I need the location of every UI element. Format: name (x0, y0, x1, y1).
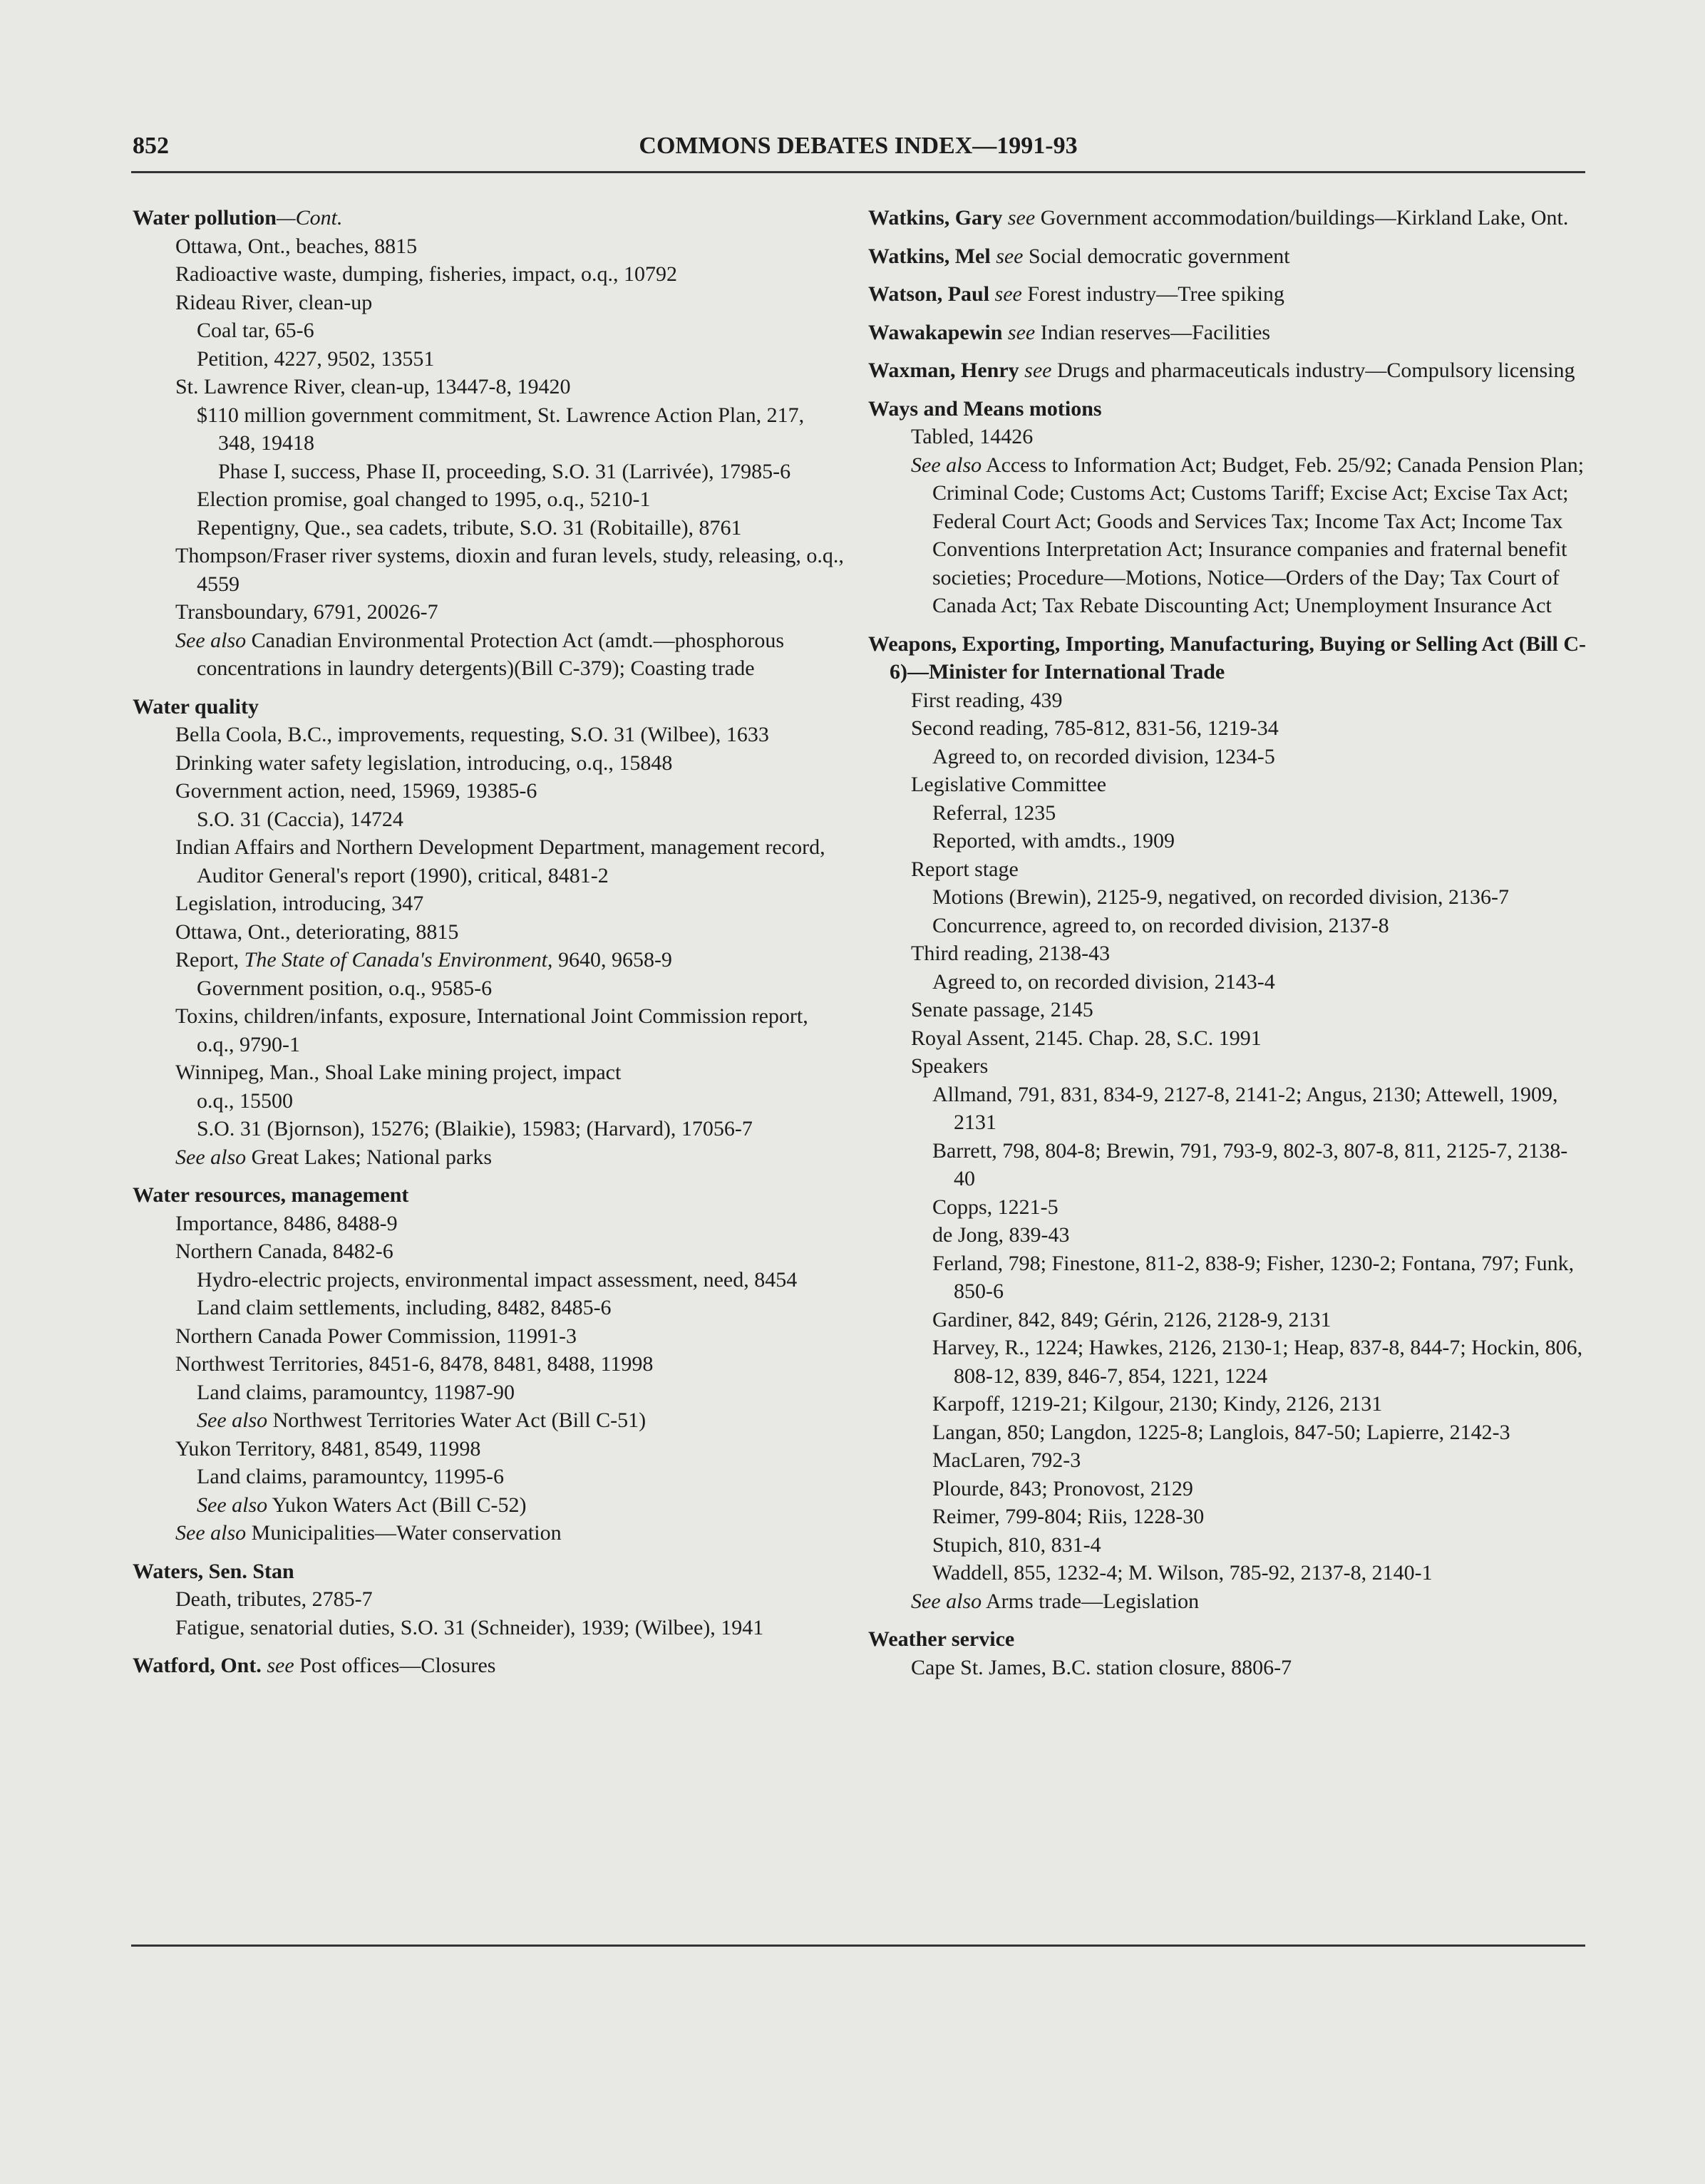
entry-heading (133, 1181, 845, 1210)
subentry-text: Coal tar, 65-6 (197, 319, 314, 342)
heading-term: Waxman, Henry (868, 359, 1019, 382)
running-title: COMMONS DEBATES INDEX—1991-93 (639, 133, 1078, 159)
see-also-label: See also (911, 1589, 982, 1613)
subentry-text: Legislation, introducing, 347 (175, 892, 424, 915)
subentry (133, 1463, 845, 1491)
cross-reference-target: Forest industry—Tree spiking (1021, 282, 1284, 306)
heading-continued: —Cont. (276, 206, 343, 230)
subentry-text: Karpoff, 1219-21; Kilgour, 2130; Kindy, 2126, 2131 (932, 1392, 1383, 1416)
subentry-text: Stupich, 810, 831-4 (932, 1533, 1101, 1557)
subentry (133, 1406, 845, 1435)
subentry-text: Yukon Territory, 8481, 8549, 11998 (175, 1436, 481, 1461)
subentry-text: Gardiner, 842, 849; Gérin, 2126, 2128-9, 2131 (932, 1307, 1331, 1331)
subentry (133, 232, 845, 261)
subentry (133, 946, 845, 974)
subentry (133, 1519, 845, 1547)
subentry (133, 542, 845, 598)
subentry-pages: 9640, 9658-9 (552, 948, 672, 972)
subentry (133, 1294, 845, 1322)
see-also-label: See also (911, 453, 982, 477)
subentry (133, 805, 845, 834)
subentry-text: Rideau River, clean-up (175, 290, 373, 314)
index-entry (133, 693, 845, 1172)
entry-heading (133, 693, 845, 721)
subentry-text: Northern Canada Power Commission, 11991-3 (175, 1324, 577, 1348)
see-reference: see (1002, 206, 1036, 230)
subentry (868, 1334, 1587, 1390)
subentry-text: Indian Affairs and Northern Development Department, management record, Auditor General's report (1990), critical, 8481-2 (175, 835, 825, 887)
see-also-label: See also (175, 1521, 247, 1545)
subentry-text: Canadian Environmental Protection Act (amdt.—phosphorous concentrations in laundry detergents)(Bill C-379); Coasting trade (197, 628, 785, 680)
index-entry (868, 630, 1587, 1616)
see-reference: see (1019, 359, 1052, 382)
subentry-text: S.O. 31 (Caccia), 14724 (197, 807, 403, 831)
subentry-text: Reimer, 799-804; Riis, 1228-30 (932, 1505, 1205, 1528)
subentry-text: Land claim settlements, including, 8482, 8485-6 (197, 1296, 612, 1319)
subentry-text: Radioactive waste, dumping, fisheries, impact, o.q., 10792 (175, 262, 678, 286)
subentry-text: Land claims, paramountcy, 11995-6 (197, 1465, 504, 1488)
subentry (133, 1379, 845, 1407)
entry-heading (133, 204, 845, 232)
index-entry (868, 242, 1587, 271)
entry-heading (868, 319, 1587, 347)
subentry (133, 1322, 845, 1351)
subentry-text: Municipalities—Water conservation (246, 1521, 562, 1545)
cross-reference-target: Government accommodation/buildings—Kirkland Lake, Ont. (1035, 206, 1569, 230)
entry-heading (868, 1625, 1587, 1654)
subentry-text: Great Lakes; National parks (246, 1145, 493, 1169)
subentry (868, 1531, 1587, 1560)
subentry (133, 1237, 845, 1266)
subentry (133, 598, 845, 627)
subentry (868, 1024, 1587, 1053)
subentry-text: Ferland, 798; Finestone, 811-2, 838-9; Fisher, 1230-2; Fontana, 797; Funk, 850-6 (932, 1251, 1575, 1303)
subentry-text: Thompson/Fraser river systems, dioxin and furan levels, study, releasing, o.q., 4559 (175, 544, 844, 596)
subentry (868, 968, 1587, 996)
subentry (133, 627, 845, 683)
subentry-text: Access to Information Act; Budget, Feb. 25/92; Canada Pension Plan; Criminal Code; Customs Act; Customs Tariff; Excise Act; Excise Tax Act; Federal Court Act; Goods and Services Tax; Income Tax Act; Income Tax Conventions Interpretation Act; Insurance companies and fraternal benefit societies; Procedure—Motions, Notice—Orders of the Day; Tax Court of Canada Act; Tax Rebate Discounting Act; Unemployment Insurance Act (932, 453, 1585, 617)
subentry-text: Speakers (911, 1054, 989, 1078)
subentry-text: MacLaren, 792-3 (932, 1448, 1081, 1472)
subentry (868, 799, 1587, 828)
index-entry (868, 356, 1587, 385)
subentry-text: Report stage (911, 857, 1019, 881)
subentry (133, 1614, 845, 1642)
index-entry (133, 1557, 845, 1642)
subentry (868, 1418, 1587, 1447)
subentry (133, 1491, 845, 1520)
subentry (868, 1559, 1587, 1587)
index-entry (868, 395, 1587, 620)
see-reference: see (1002, 320, 1036, 344)
subentry-text: Land claims, paramountcy, 11987-90 (197, 1380, 515, 1404)
subentry-text: Referral, 1235 (932, 800, 1056, 825)
subentry-text: Cape St. James, B.C. station closure, 8806-7 (911, 1655, 1292, 1679)
subentry-text: Waddell, 855, 1232-4; M. Wilson, 785-92, 2137-8, 2140-1 (932, 1561, 1433, 1585)
subentry-text: Fatigue, senatorial duties, S.O. 31 (Schneider), 1939; (Wilbee), 1941 (175, 1615, 764, 1639)
subentry (868, 1446, 1587, 1475)
subentry-text: Langan, 850; Langdon, 1225-8; Langlois, 847-50; Lapierre, 2142-3 (932, 1420, 1510, 1444)
heading-term: Weather service (868, 1627, 1015, 1651)
entry-heading (868, 280, 1587, 309)
subentry (133, 1350, 845, 1379)
cross-reference-target: Social democratic government (1023, 244, 1290, 268)
page-number: 852 (133, 133, 169, 159)
subentry-text: Senate passage, 2145 (911, 998, 1093, 1021)
subentry-text: Petition, 4227, 9502, 13551 (197, 346, 435, 371)
index-entry (868, 204, 1587, 232)
entry-heading (868, 204, 1587, 232)
heading-term: Weapons, Exporting, Importing, Manufacturing, Buying or Selling Act (Bill C-6)—Minister for International Trade (868, 632, 1587, 684)
header-rule (131, 171, 1585, 173)
subentry (133, 1087, 845, 1116)
subentry (868, 1390, 1587, 1418)
index-entry (133, 1652, 845, 1680)
subentry-text: Motions (Brewin), 2125-9, negatived, on recorded division, 2136-7 (932, 885, 1510, 909)
heading-term: Watson, Paul (868, 282, 990, 306)
subentry (133, 1058, 845, 1087)
subentry (868, 1306, 1587, 1334)
subentry (868, 939, 1587, 968)
heading-term: Watford, Ont. (133, 1654, 262, 1677)
index-entry (868, 280, 1587, 309)
subentry (133, 890, 845, 918)
subentry (133, 485, 845, 514)
subentry-text: Government action, need, 15969, 19385-6 (175, 779, 537, 803)
index-entry (133, 204, 845, 683)
subentry-text: Agreed to, on recorded division, 2143-4 (932, 969, 1275, 994)
subentry-text: $110 million government commitment, St. Lawrence Action Plan, 217, 348, 19418 (197, 403, 805, 455)
see-reference: see (261, 1654, 294, 1677)
subentry (133, 833, 845, 890)
subentry-text: Death, tributes, 2785-7 (175, 1587, 373, 1611)
subentry-text: Government position, o.q., 9585-6 (197, 976, 493, 1000)
subentry (133, 749, 845, 778)
subentry (868, 714, 1587, 743)
heading-term: Water resources, management (133, 1183, 409, 1207)
subentry (133, 1266, 845, 1294)
subentry (133, 1002, 845, 1058)
subentry-text: Plourde, 843; Pronovost, 2129 (932, 1476, 1193, 1500)
entry-heading (133, 1557, 845, 1586)
subentry (133, 260, 845, 289)
heading-term: Ways and Means motions (868, 396, 1102, 421)
entry-heading (868, 242, 1587, 271)
subentry (133, 401, 845, 458)
subentry-text: Phase I, success, Phase II, proceeding, S.O. 31 (Larrivée), 17985-6 (218, 459, 791, 483)
subentry (133, 974, 845, 1003)
subentry-text: Concurrence, agreed to, on recorded division, 2137-8 (932, 913, 1389, 937)
subentry-text: Election promise, goal changed to 1995, o.q., 5210-1 (197, 488, 651, 511)
subentry-text: Royal Assent, 2145. Chap. 28, S.C. 1991 (911, 1026, 1262, 1050)
subentry-text: Importance, 8486, 8488-9 (175, 1211, 398, 1235)
subentry-text: Barrett, 798, 804-8; Brewin, 791, 793-9, 802-3, 807-8, 811, 2125-7, 2138-40 (932, 1138, 1568, 1190)
subentry-text: Winnipeg, Man., Shoal Lake mining project, impact (175, 1061, 622, 1084)
subentry (868, 1137, 1587, 1193)
subentry (133, 1585, 845, 1614)
entry-heading (868, 395, 1587, 423)
heading-term: Wawakapewin (868, 320, 1003, 344)
cross-reference-target: Post offices—Closures (294, 1654, 496, 1677)
entry-heading (868, 630, 1587, 686)
publication-title: The State of Canada's Environment, (244, 948, 553, 972)
subentry (868, 1503, 1587, 1531)
subentry-text: Northwest Territories Water Act (Bill C-51) (267, 1408, 647, 1432)
subentry-text: First reading, 439 (911, 688, 1063, 712)
heading-term: Waters, Sen. Stan (133, 1559, 294, 1583)
subentry-text: S.O. 31 (Bjornson), 15276; (Blaikie), 15983; (Harvard), 17056-7 (197, 1117, 753, 1140)
subentry-text: de Jong, 839-43 (932, 1223, 1070, 1247)
subentry-text: Yukon Waters Act (Bill C-52) (267, 1493, 527, 1517)
subentry-text: Northwest Territories, 8451-6, 8478, 8481, 8488, 11998 (175, 1352, 654, 1376)
subentry-text: o.q., 15500 (197, 1088, 293, 1113)
subentry (868, 1250, 1587, 1306)
subentry-text: Tabled, 14426 (911, 425, 1034, 448)
left-column (133, 204, 845, 1690)
subentry (133, 1143, 845, 1172)
subentry-text: Toxins, children/infants, exposure, International Joint Commission report, o.q., 9790-1 (175, 1004, 808, 1056)
subentry-text: Ottawa, Ont., deteriorating, 8815 (175, 920, 459, 944)
subentry-text: Reported, with amdts., 1909 (932, 829, 1175, 853)
subentry (133, 1210, 845, 1238)
subentry-text: Ottawa, Ont., beaches, 8815 (175, 234, 418, 258)
subentry-text: Third reading, 2138-43 (911, 942, 1111, 965)
subentry (868, 771, 1587, 799)
heading-term: Watkins, Mel (868, 244, 991, 268)
subentry (868, 1221, 1587, 1250)
cross-reference-target: Drugs and pharmaceuticals industry—Compulsory licensing (1051, 359, 1575, 382)
heading-term: Water quality (133, 694, 259, 718)
subentry (133, 918, 845, 947)
subentry (133, 721, 845, 749)
subentry-text: Copps, 1221-5 (932, 1195, 1058, 1219)
subentry-text: Hydro-electric projects, environmental impact assessment, need, 8454 (197, 1267, 798, 1292)
subentry (133, 373, 845, 401)
subentry (133, 345, 845, 374)
see-also-label: See also (197, 1493, 268, 1517)
subentry (868, 686, 1587, 715)
see-reference: see (990, 244, 1024, 268)
subentry (133, 514, 845, 542)
subentry-text: Arms trade—Legislation (982, 1589, 1200, 1613)
see-also-label: See also (175, 1145, 247, 1169)
cross-reference-target: Indian reserves—Facilities (1035, 320, 1271, 344)
subentry (868, 827, 1587, 855)
subentry-text: St. Lawrence River, clean-up, 13447-8, 19420 (175, 375, 571, 398)
subentry (868, 1052, 1587, 1081)
subentry (868, 1587, 1587, 1616)
subentry (868, 451, 1587, 620)
subentry (868, 1654, 1587, 1682)
subentry-text: Report, (175, 948, 244, 972)
subentry-text: Northern Canada, 8482-6 (175, 1240, 393, 1263)
subentry-text: Second reading, 785-812, 831-56, 1219-34 (911, 716, 1279, 740)
subentry (868, 1475, 1587, 1503)
subentry-text: Repentigny, Que., sea cadets, tribute, S.O. 31 (Robitaille), 8761 (197, 515, 742, 540)
subentry (868, 883, 1587, 912)
subentry-text: Transboundary, 6791, 20026-7 (175, 600, 438, 624)
entry-heading (868, 356, 1587, 385)
index-entry (868, 1625, 1587, 1681)
subentry-text: Drinking water safety legislation, introducing, o.q., 15848 (175, 751, 673, 775)
subentry (133, 1115, 845, 1143)
subentry (133, 316, 845, 345)
entry-heading (133, 1652, 845, 1680)
index-entry (133, 1181, 845, 1547)
subentry (868, 1081, 1587, 1137)
index-entry (868, 319, 1587, 347)
see-also-label: See also (197, 1408, 268, 1432)
subentry-text: Legislative Committee (911, 773, 1107, 796)
subentry-text: Bella Coola, B.C., improvements, requesting, S.O. 31 (Wilbee), 1633 (175, 723, 769, 746)
subentry (133, 1435, 845, 1463)
subentry (868, 743, 1587, 771)
footer-rule (131, 1945, 1585, 1947)
subentry (133, 777, 845, 805)
heading-term: Water pollution (133, 206, 277, 230)
running-head (133, 133, 1584, 168)
see-also-label: See also (175, 628, 247, 652)
subentry (868, 912, 1587, 940)
subentry-text: Allmand, 791, 831, 834-9, 2127-8, 2141-2; Angus, 2130; Attewell, 1909, 2131 (932, 1082, 1558, 1134)
subentry (868, 855, 1587, 884)
subentry (133, 289, 845, 317)
subentry-text: Harvey, R., 1224; Hawkes, 2126, 2130-1; Heap, 837-8, 844-7; Hockin, 806, 808-12, 839, 846-7, 854, 1221, 1224 (932, 1336, 1583, 1388)
subentry (868, 423, 1587, 451)
subentry-text: Agreed to, on recorded division, 1234-5 (932, 744, 1275, 768)
right-column (868, 204, 1587, 1691)
subentry (868, 996, 1587, 1024)
subentry (133, 458, 845, 486)
heading-term: Watkins, Gary (868, 206, 1003, 230)
see-reference: see (989, 282, 1022, 306)
subentry (868, 1193, 1587, 1222)
